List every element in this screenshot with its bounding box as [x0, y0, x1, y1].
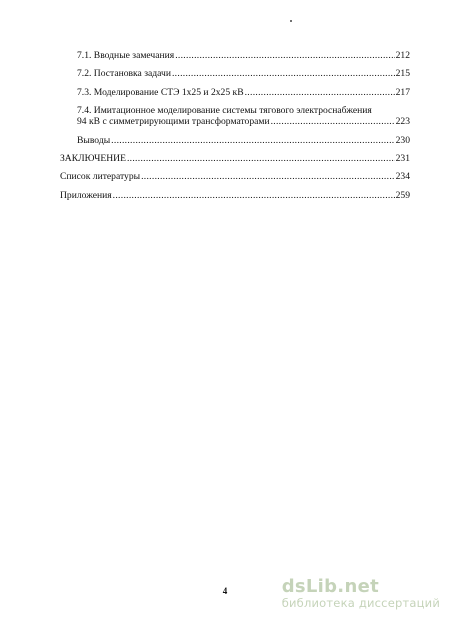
toc-entry-label: Выводы [77, 134, 111, 146]
toc-leader-dots [172, 68, 395, 80]
toc-entry-conclusions[interactable] [60, 135, 410, 147]
toc-entry-page: 223 [395, 116, 410, 128]
watermark-subtitle: библиотека диссертаций [281, 596, 440, 610]
toc-entry-label: Приложения [60, 189, 112, 201]
toc-leader-dots [245, 87, 395, 99]
toc-leader-dots [271, 116, 395, 128]
scan-speck [290, 20, 292, 22]
table-of-contents [60, 50, 410, 208]
toc-entry-label: 7.2. Постановка задачи [77, 68, 171, 80]
dslib-watermark [282, 577, 440, 610]
toc-entry-zaklyuchenie[interactable] [60, 153, 410, 165]
page-number: 4 [222, 586, 228, 596]
toc-entry-bibliography[interactable] [60, 171, 410, 183]
toc-entry-page: 215 [395, 68, 410, 80]
toc-leader-dots [111, 135, 394, 147]
toc-entry-page: 234 [395, 171, 410, 183]
toc-entry-page: 212 [395, 50, 410, 61]
toc-entry-7-1[interactable] [60, 50, 410, 62]
toc-leader-dots [113, 190, 395, 202]
toc-entry-page: 259 [395, 189, 410, 201]
toc-leader-dots [141, 171, 395, 183]
toc-entry-page: 230 [395, 134, 410, 146]
toc-entry-label-line2: 94 кВ с симметрирующими трансформаторами [77, 116, 270, 128]
toc-entry-7-2[interactable] [60, 68, 410, 80]
toc-entry-label: 7.3. Моделирование СТЭ 1x25 и 2x25 кВ [77, 86, 244, 98]
toc-entry-label: ЗАКЛЮЧЕНИЕ [60, 152, 126, 164]
toc-entry-label-line1: 7.4. Имитационное моделирование системы тягового электроснабжения [77, 104, 372, 116]
toc-entry-7-3[interactable] [60, 87, 410, 99]
toc-entry-appendices[interactable] [60, 190, 410, 202]
toc-leader-dots [127, 153, 395, 165]
toc-entry-page: 217 [395, 86, 410, 98]
toc-entry-label: Список литературы [60, 171, 141, 183]
toc-entry-7-4[interactable] [60, 105, 410, 128]
toc-entry-label: 7.1. Вводные замечания [77, 50, 175, 61]
toc-entry-page: 231 [395, 152, 410, 164]
toc-leader-dots [175, 50, 394, 62]
watermark-brand: dsLib.net [281, 576, 379, 597]
